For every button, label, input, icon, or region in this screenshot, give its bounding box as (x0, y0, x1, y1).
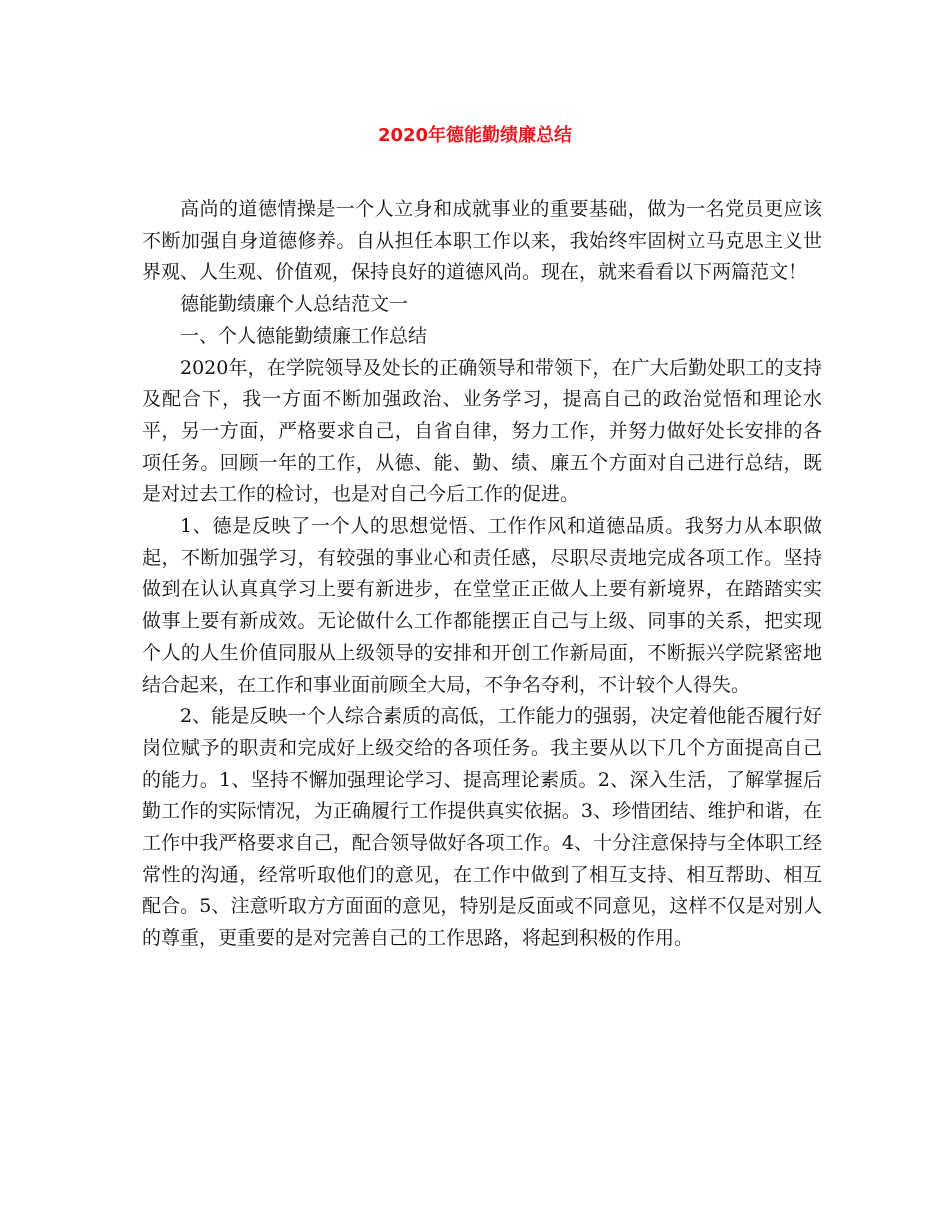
virtue-paragraph: 1、德是反映了一个人的思想觉悟、工作作风和道德品质。我努力从本职做起，不断加强学习，有较强的事业心和责任感，尽职尽责地完成各项工作。坚持做到在认认真真学习上要有新进步，在堂堂正正做人上要有新境界，在踏踏实实做事上要有新成效。无论做什么工作都能摆正自己与上级、同事的关系，把实现个人的人生价值同服从上级领导的安排和开创工作新局面，不断振兴学院紧密地结合起来，在工作和事业面前顾全大局，不争名夺利，不计较个人得失。 (142, 515, 822, 696)
subsection-heading: 一、个人德能勤绩廉工作总结 (180, 324, 428, 347)
document-title: 2020年德能勤绩廉总结 (377, 125, 573, 146)
overview-paragraph: 2020年，在学院领导及处长的正确领导和带领下，在广大后勤处职工的支持及配合下，我一方面不断加强政治、业务学习，提高自己的政治觉悟和理论水平，另一方面，严格要求自己，自省自律，努力工作，并努力做好处长安排的各项任务。回顾一年的工作，从德、能、勤、绩、廉五个方面对自己进行总结，既是对过去工作的检讨，也是对自己今后工作的促进。 (142, 356, 822, 506)
ability-paragraph: 2、能是反映一个人综合素质的高低，工作能力的强弱，决定着他能否履行好岗位赋予的职责和完成好上级交给的各项任务。我主要从以下几个方面提高自己的能力。1、坚持不懈加强理论学习、提高理论素质。2、深入生活，了解掌握后勤工作的实际情况，为正确履行工作提供真实依据。3、珍惜团结、维护和谐，在工作中我严格要求自己，配合领导做好各项工作。4、十分注意保持与全体职工经常性的沟通，经常听取他们的意见，在工作中做到了相互支持、相互帮助、相互配合。5、注意听取方方面面的意见，特别是反面或不同意见，这样不仅是对别人的尊重，更重要的是对完善自己的工作思路，将起到积极的作用。 (142, 705, 822, 950)
document-body (142, 194, 822, 955)
intro-paragraph: 高尚的道德情操是一个人立身和成就事业的重要基础，做为一名党员更应该不断加强自身道德修养。自从担任本职工作以来，我始终牢固树立马克思主义世界观、人生观、价值观，保持良好的道德风尚。现在，就来看看以下两篇范文！ (142, 198, 822, 284)
section-heading: 德能勤绩廉个人总结范文一 (180, 293, 409, 316)
